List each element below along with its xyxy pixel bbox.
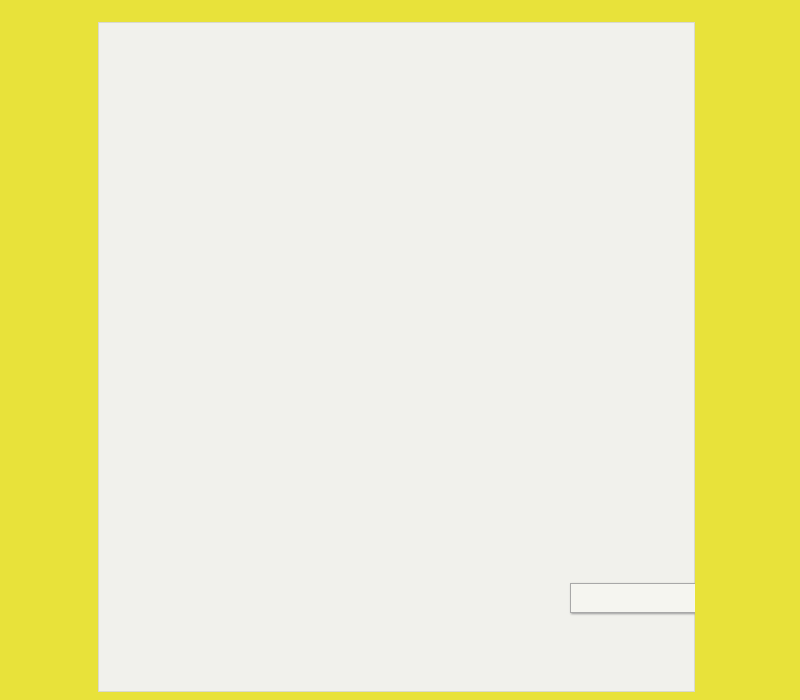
left-column <box>153 200 395 206</box>
price-sticker <box>570 583 695 613</box>
record-sleeve-card <box>98 22 695 692</box>
tulip-border-bottom <box>98 618 695 680</box>
tulip-border-top <box>98 36 695 98</box>
